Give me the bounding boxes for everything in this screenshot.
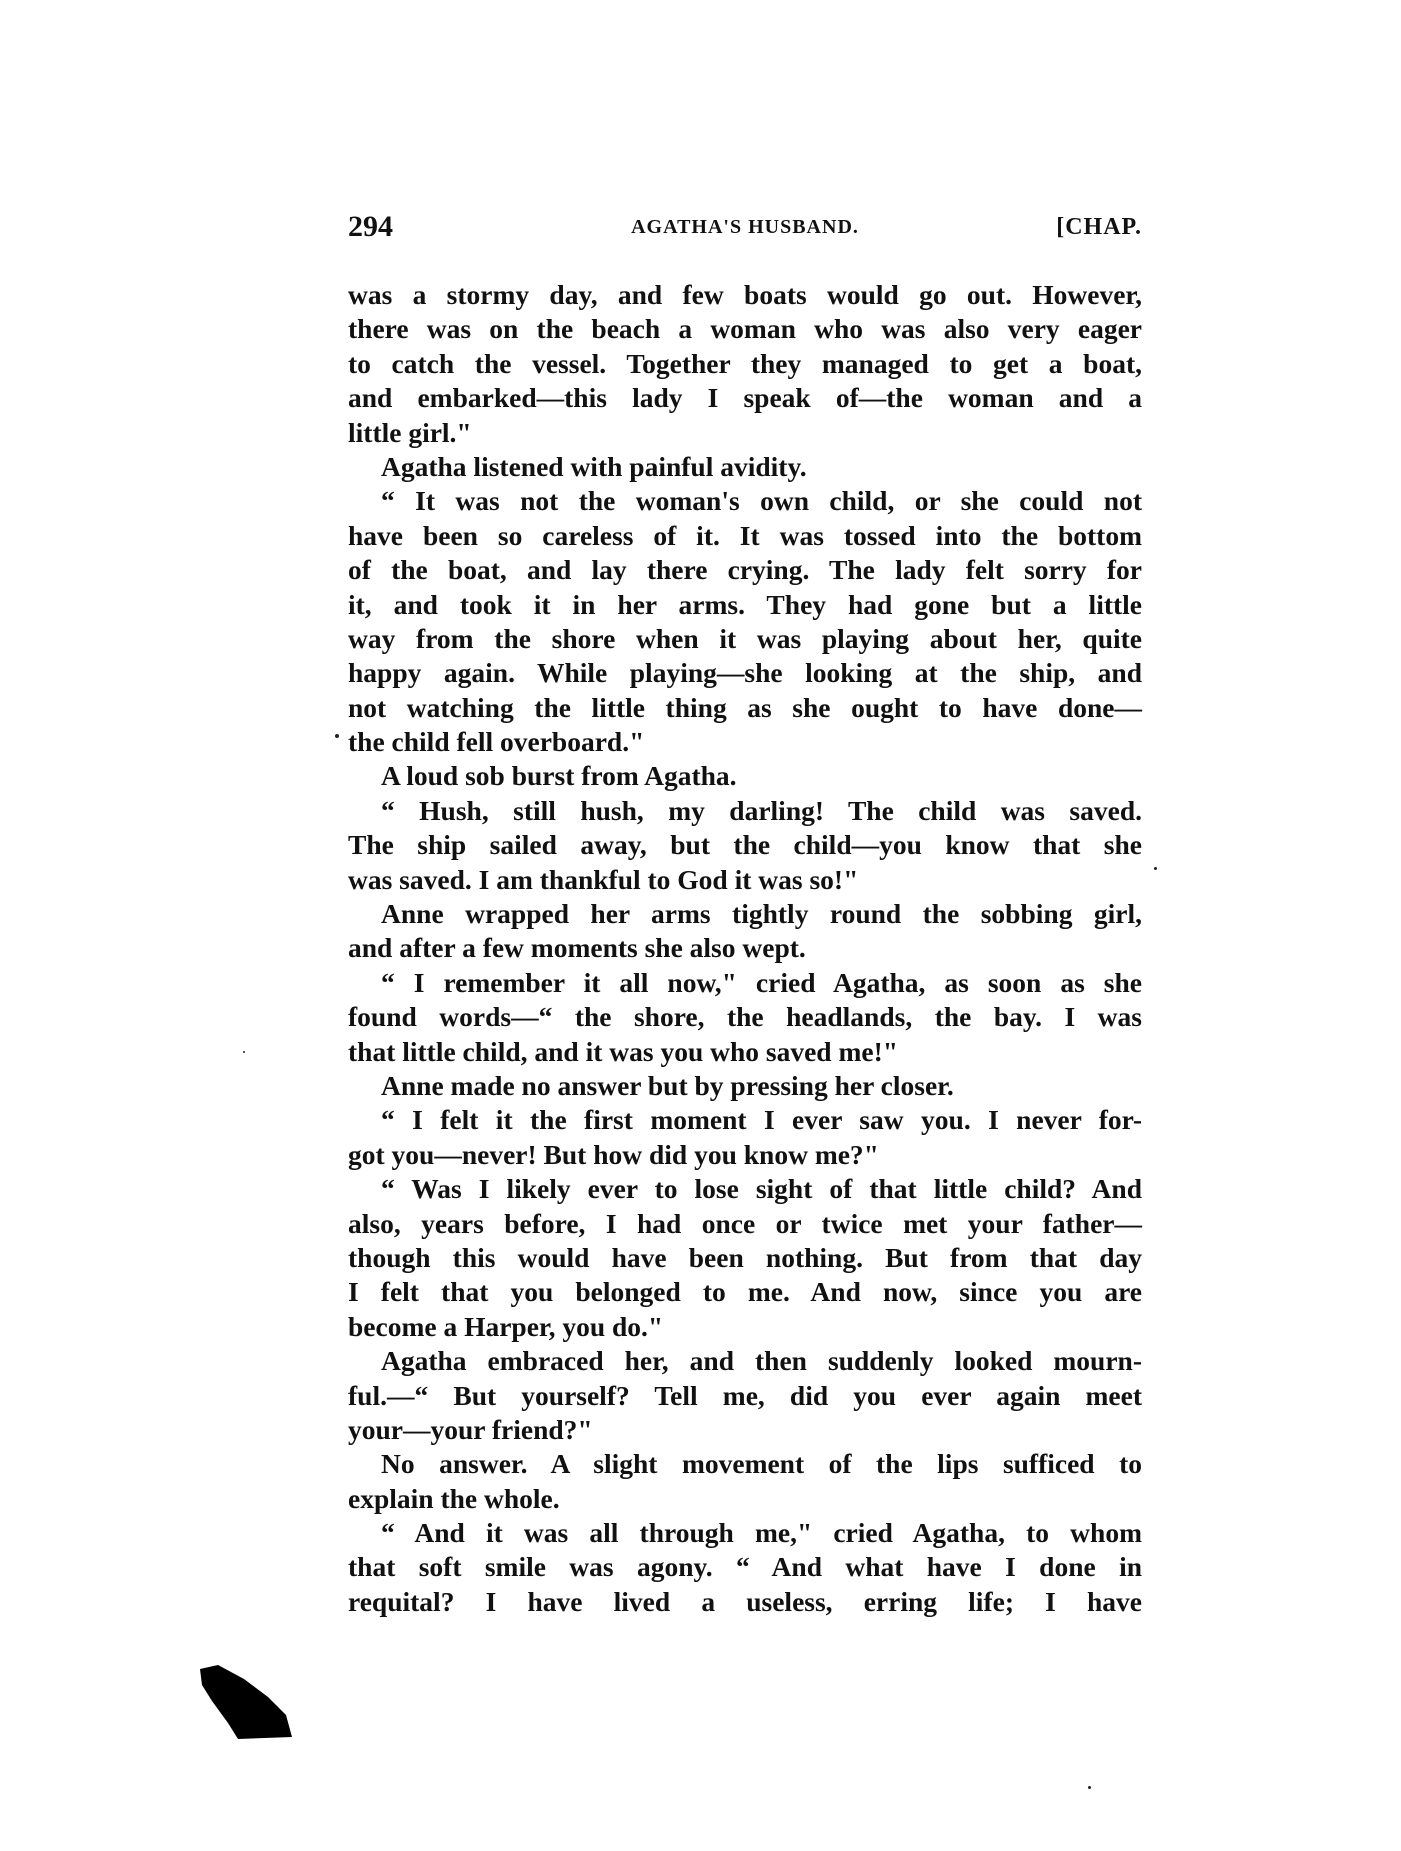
text-line: and after a few moments she also wept. [348,932,806,964]
text-line: “ And it was all through me," cried Agatha, to whom [381,1517,1142,1549]
text-line: found words—“ the shore, the headlands, the bay. I was [348,1001,1142,1033]
text-line: Anne wrapped her arms tightly round the sobbing girl, [381,898,1142,930]
text-line: “ I felt it the first moment I ever saw you. I never for- [381,1104,1142,1136]
text-line: happy again. While playing—she looking at the ship, and [348,657,1142,689]
text-line: “ I remember it all now," cried Agatha, as soon as she [381,966,1142,998]
ink-speck [243,1051,245,1053]
text-line: “ Was I likely ever to lose sight of that little child? And [381,1173,1142,1205]
text-line: also, years before, I had once or twice met your father— [348,1207,1142,1239]
text-line: become a Harper, you do." [348,1310,664,1342]
ink-speck [1088,1786,1091,1789]
text-line: not watching the little thing as she ought to have done— [348,691,1142,723]
running-header [348,210,1142,254]
chapter-mark: [CHAP. [1056,214,1142,240]
text-line: have been so careless of it. It was tossed into the bottom [348,519,1142,551]
text-line: Anne made no answer but by pressing her closer. [381,1069,954,1101]
text-line: that soft smile was agony. “ And what have I done in [348,1551,1142,1583]
text-line: to catch the vessel. Together they managed to get a boat, [348,347,1142,379]
ink-smudge [198,1663,294,1741]
text-line: explain the whole. [348,1482,560,1514]
text-line: requital? I have lived a useless, erring life; I have [348,1585,1142,1617]
text-line: there was on the beach a woman who was also very eager [348,313,1142,345]
text-line: that little child, and it was you who saved me!" [348,1035,899,1067]
text-line: “ Hush, still hush, my darling! The child was saved. [381,794,1142,826]
text-line: I felt that you belonged to me. And now, since you are [348,1276,1142,1308]
body-text [348,278,1142,1619]
text-line: little girl." [348,416,472,448]
text-line: and embarked—this lady I speak of—the woman and a [348,382,1142,414]
text-line: your—your friend?" [348,1413,593,1445]
text-line: way from the shore when it was playing about her, quite [348,622,1142,654]
text-line: though this would have been nothing. But from that day [348,1241,1142,1273]
text-line: was a stormy day, and few boats would go out. However, [348,279,1142,310]
text-line: got you—never! But how did you know me?" [348,1138,879,1170]
text-line: Agatha listened with painful avidity. [381,450,807,482]
text-line: it, and took it in her arms. They had gone but a little [348,588,1142,620]
ink-speck [335,734,339,738]
page-number: 294 [348,210,393,243]
text-line: No answer. A slight movement of the lips sufficed to [381,1448,1142,1480]
text-line: The ship sailed away, but the child—you know that she [348,829,1142,861]
text-line: of the boat, and lay there crying. The lady felt sorry for [348,554,1142,586]
text-line: the child fell overboard." [348,726,645,758]
text-line: A loud sob burst from Agatha. [381,760,737,792]
text-line: “ It was not the woman's own child, or she could not [381,485,1142,517]
running-title: AGATHA'S HUSBAND. [631,216,859,238]
ink-speck [1154,867,1157,870]
text-line: was saved. I am thankful to God it was so!" [348,863,859,895]
text-line: Agatha embraced her, and then suddenly looked mourn- [381,1345,1142,1377]
text-line: ful.—“ But yourself? Tell me, did you ever again meet [348,1379,1142,1411]
